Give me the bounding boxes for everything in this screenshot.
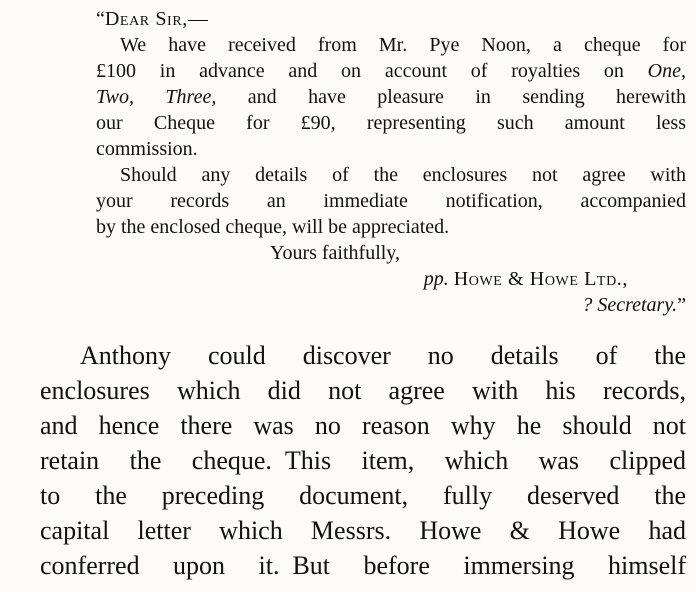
letter-line-6 bbox=[96, 136, 686, 162]
paragraph-line-1 bbox=[40, 338, 686, 373]
text-segment: pp. bbox=[423, 268, 449, 290]
text-segment: capital letter which Messrs. Howe & Howe had bbox=[40, 516, 686, 545]
letter-line-4 bbox=[96, 84, 686, 110]
text-segment: retain the cheque. This item, which was clipped bbox=[40, 446, 686, 475]
text-segment: commission. bbox=[96, 138, 198, 160]
paragraph-line-6 bbox=[40, 513, 686, 548]
letter-block bbox=[96, 6, 686, 318]
body-paragraph bbox=[40, 338, 686, 583]
letter-line-8 bbox=[96, 188, 686, 214]
paragraph-line-4 bbox=[40, 443, 686, 478]
text-segment: and have pleasure in sending herewith bbox=[216, 86, 686, 108]
text-segment: One, bbox=[647, 60, 686, 82]
text-segment: by the enclosed cheque, will be appreciated. bbox=[96, 216, 450, 238]
paragraph-line-5 bbox=[40, 478, 686, 513]
letter-line-12 bbox=[96, 292, 686, 318]
text-segment: to the preceding document, fully deserved the bbox=[40, 481, 686, 510]
text-segment: and hence there was no reason why he should not bbox=[40, 411, 686, 440]
text-segment: your records an immediate notification, accompanied bbox=[96, 190, 686, 212]
paragraph-line-3 bbox=[40, 408, 686, 443]
letter-line-1 bbox=[96, 6, 686, 32]
letter-line-2 bbox=[96, 32, 686, 58]
text-segment: “ bbox=[96, 8, 105, 30]
paragraph-line-2 bbox=[40, 373, 686, 408]
text-segment: Anthony could discover no details of the bbox=[80, 341, 686, 370]
text-segment: Two, Three, bbox=[96, 86, 217, 108]
text-segment: ” bbox=[677, 294, 686, 316]
text-segment: our Cheque for £90, representing such amount less bbox=[96, 112, 686, 134]
letter-line-5 bbox=[96, 110, 686, 136]
paragraph-line-7 bbox=[40, 548, 686, 583]
letter-line-11 bbox=[96, 266, 686, 292]
text-segment: ? Secretary. bbox=[582, 294, 678, 316]
text-segment: Should any details of the enclosures not agree with bbox=[120, 164, 686, 186]
text-segment: Howe & Howe Ltd., bbox=[453, 268, 628, 290]
text-segment: Yours faithfully, bbox=[270, 242, 401, 264]
text-segment: enclosures which did not agree with his records, bbox=[40, 376, 686, 405]
letter-line-10 bbox=[270, 240, 686, 266]
letter-line-7 bbox=[96, 162, 686, 188]
text-segment: conferred upon it. But before immersing himself bbox=[40, 551, 686, 580]
text-segment: We have received from Mr. Pye Noon, a cheque for bbox=[120, 34, 686, 56]
letter-line-9 bbox=[96, 214, 686, 240]
letter-line-3 bbox=[96, 58, 686, 84]
text-segment: Dear Sir,— bbox=[104, 8, 209, 30]
text-segment: £100 in advance and on account of royalties on bbox=[96, 60, 648, 82]
